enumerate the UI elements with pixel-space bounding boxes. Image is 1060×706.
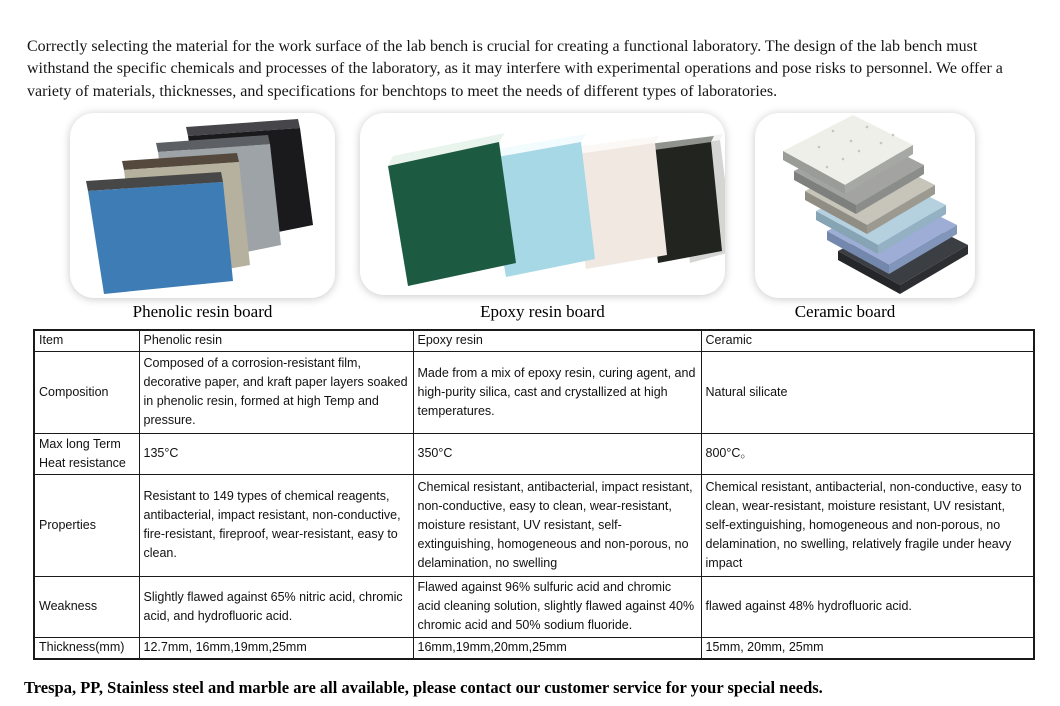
table-row-heat-resistance: [34, 433, 1034, 474]
cell-weakness-ceramic: flawed against 48% hydrofluoric acid.: [701, 576, 1034, 637]
intro-paragraph: Correctly selecting the material for the work surface of the lab bench is crucial for creating a functional laboratory. The design of the lab bench must withstand the specific chemicals and processes of the laboratory, as it may interfere with experimental operations and pose risks to personnel. We offer a variety of materials, thicknesses, and specifications for benchtops to meet the needs of different types of laboratories.: [27, 38, 1003, 100]
table-row-composition: [34, 351, 1034, 433]
ceramic-board-caption: Ceramic board: [794, 302, 896, 321]
cell-weakness-epoxy: Flawed against 96% sulfuric acid and chromic acid cleaning solution, slightly flawed against 40% chromic acid and 50% sodium fluoride.: [413, 576, 701, 637]
row-label: Properties: [34, 474, 139, 576]
cell-composition-epoxy: Made from a mix of epoxy resin, curing agent, and high-purity silica, cast and crystallized at high temperatures.: [413, 351, 701, 433]
cell-properties-ceramic: Chemical resistant, antibacterial, non-conductive, easy to clean, wear-resistant, moisture resistant, UV resistant, self-extinguishing, homogeneous and non-porous, no delamination, no swelling, relatively fragile under heavy impact: [701, 474, 1034, 576]
cell-heat-epoxy: 350°C: [413, 433, 701, 474]
phenolic-board-image: [70, 113, 335, 298]
cell-properties-phenolic: Resistant to 149 types of chemical reagents, antibacterial, impact resistant, non-conductive, fire-resistant, fireproof, wear-resistant, easy to clean.: [139, 474, 413, 576]
table-row-thickness: [34, 637, 1034, 659]
col-header-phenolic: Phenolic resin: [139, 330, 413, 351]
ceramic-boards-illustration: [755, 113, 975, 298]
cell-composition-ceramic: Natural silicate: [701, 351, 1034, 433]
row-label: Weakness: [34, 576, 139, 637]
board-blue: [86, 172, 233, 294]
phenolic-board-caption: Phenolic resin board: [132, 302, 273, 321]
col-header-ceramic: Ceramic: [701, 330, 1034, 351]
row-label: Composition: [34, 351, 139, 433]
cell-thickness-ceramic: 15mm, 20mm, 25mm: [701, 637, 1034, 659]
cell-thickness-epoxy: 16mm,19mm,20mm,25mm: [413, 637, 701, 659]
table-header-row: [34, 330, 1034, 351]
col-header-epoxy: Epoxy resin: [413, 330, 701, 351]
epoxy-board-image: [360, 113, 725, 295]
epoxy-boards-illustration: [360, 113, 725, 295]
col-header-item: Item: [34, 330, 139, 351]
cell-heat-ceramic: 800°C。: [701, 433, 1034, 474]
table-row-properties: [34, 474, 1034, 576]
table-row-weakness: [34, 576, 1034, 637]
cell-thickness-phenolic: 12.7mm, 16mm,19mm,25mm: [139, 637, 413, 659]
row-label: Thickness(mm): [34, 637, 139, 659]
board-face: [88, 182, 233, 294]
cell-heat-phenolic: 135°C: [139, 433, 413, 474]
footer-note: Trespa, PP, Stainless steel and marble are all available, please contact our customer service for your special needs.: [24, 677, 823, 697]
ceramic-board-image: [755, 113, 975, 298]
cell-composition-phenolic: Composed of a corrosion-resistant film, decorative paper, and kraft paper layers soaked in phenolic resin, formed at high Temp and pressure.: [139, 351, 413, 433]
cell-weakness-phenolic: Slightly flawed against 65% nitric acid, chromic acid, and hydrofluoric acid.: [139, 576, 413, 637]
comparison-table: [33, 329, 1035, 660]
epoxy-board-caption: Epoxy resin board: [480, 302, 605, 321]
board-green: [388, 133, 516, 286]
board-face: [388, 142, 516, 286]
row-label: Max long Term Heat resistance: [34, 433, 139, 474]
phenolic-boards-illustration: [70, 113, 335, 298]
cell-properties-epoxy: Chemical resistant, antibacterial, impact resistant, non-conductive, easy to clean, wear-resistant, moisture resistant, UV resistant, self-extinguishing, homogeneous and non-porous, no delamination, no swelling: [413, 474, 701, 576]
